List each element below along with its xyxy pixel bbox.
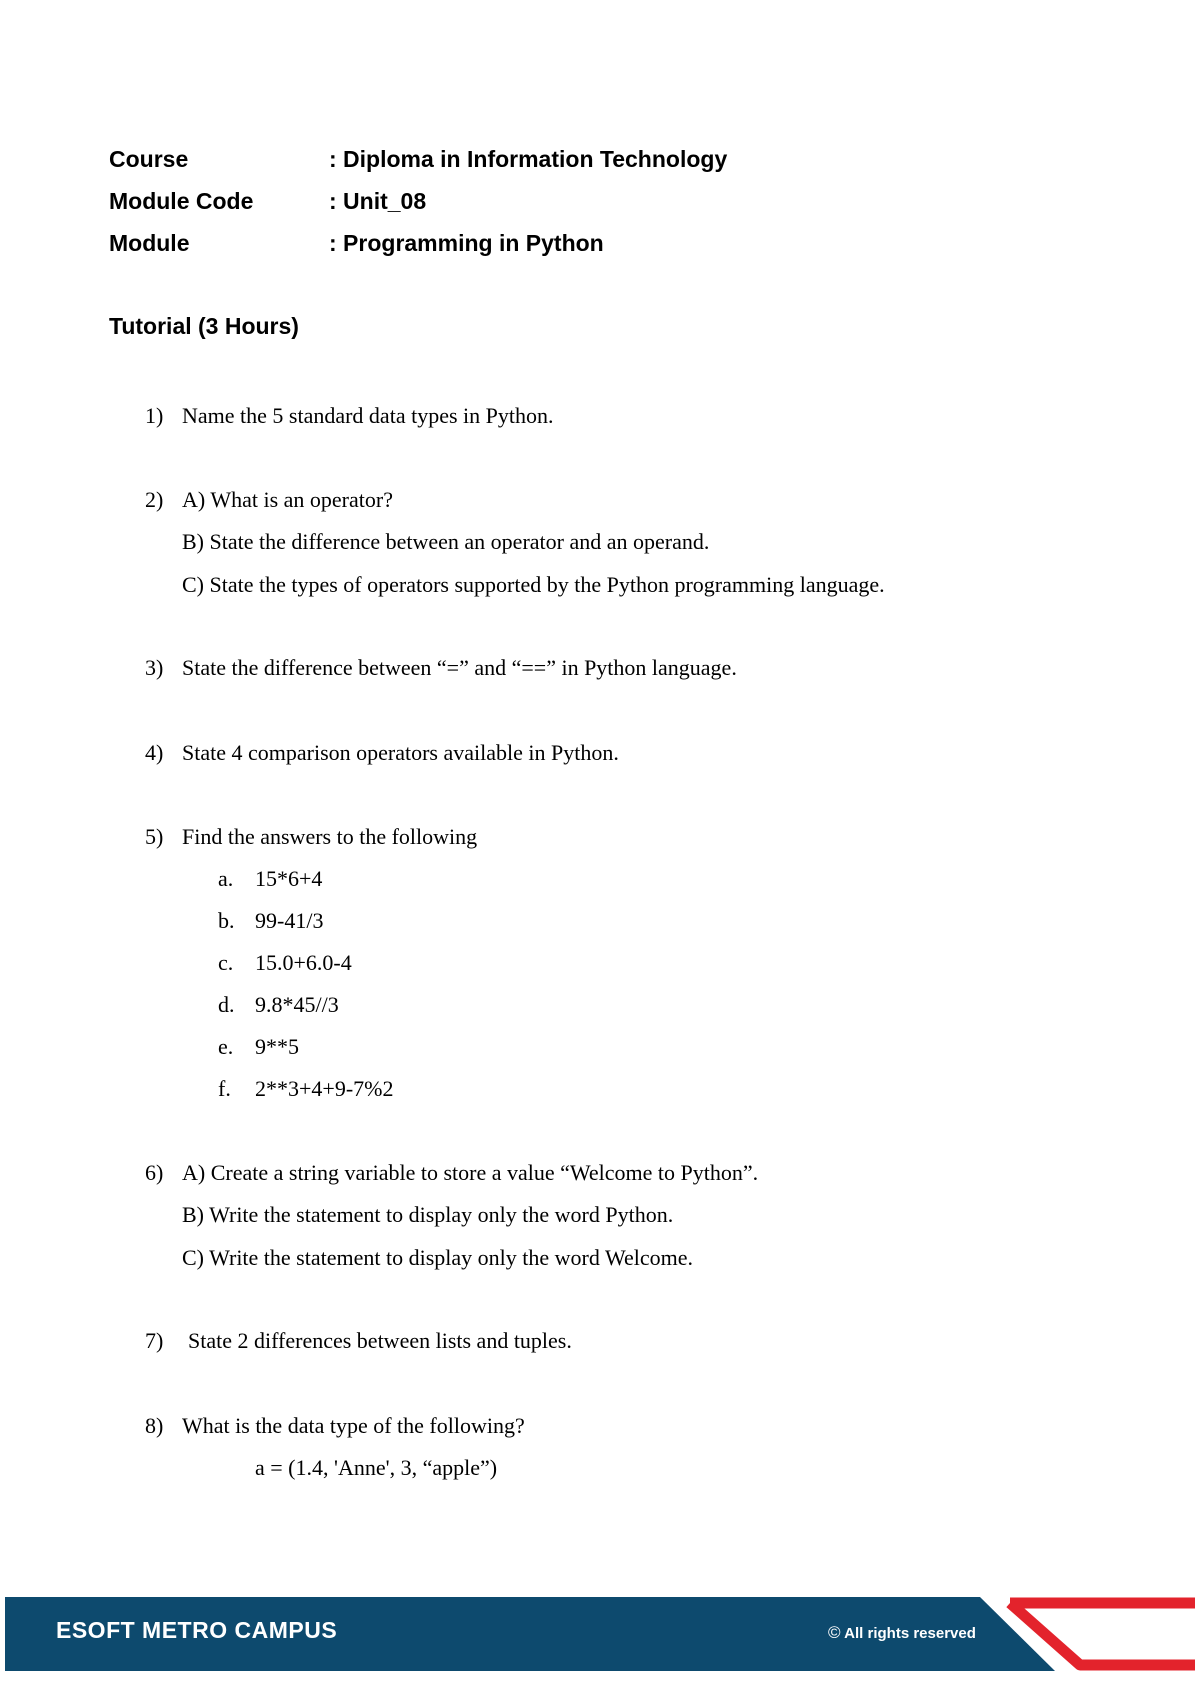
q5-item-label: b. [218,908,235,933]
q5-item-expr: 15*6+4 [255,866,323,891]
q5-item-expr: 2**3+4+9-7%2 [255,1076,394,1101]
q2-part-b: B) State the difference between an operator and an operand. [182,529,710,554]
q7-number: 7) [145,1328,164,1353]
module-code-label: Module Code [109,188,254,214]
q5-item-expr: 9**5 [255,1034,299,1059]
q6-number: 6) [145,1160,164,1185]
q5-item-label: c. [218,950,234,975]
q6-part-c: C) Write the statement to display only the word Welcome. [182,1245,693,1270]
q1-text: Name the 5 standard data types in Python. [182,403,554,428]
q2-number: 2) [145,487,164,512]
q3-number: 3) [145,655,164,680]
q1-number: 1) [145,403,164,428]
q3-text: State the difference between “=” and “==” in Python language. [182,655,737,680]
q7-text: State 2 differences between lists and tuples. [188,1328,572,1353]
footer-rights [828,1623,976,1643]
tutorial-title: Tutorial (3 Hours) [109,313,299,339]
module-value: : Programming in Python [329,230,604,256]
q2-part-a: A) What is an operator? [182,487,393,512]
q2-part-c: C) State the types of operators supported by the Python programming language. [182,572,885,597]
footer-bar [5,1597,1195,1671]
module-code-value: : Unit_08 [329,188,427,214]
course-label: Course [109,146,189,172]
footer-brand: ESOFT METRO CAMPUS [56,1617,338,1643]
q8-text: What is the data type of the following? [182,1413,525,1438]
footer-rights-text: All rights reserved [844,1625,976,1642]
q6-part-a: A) Create a string variable to store a value “Welcome to Python”. [182,1160,759,1185]
q5-item-expr: 9.8*45//3 [255,992,339,1017]
q6-part-b: B) Write the statement to display only the word Python. [182,1202,674,1227]
footer-decor [5,1597,1195,1671]
q8-code: a = (1.4, 'Anne', 3, “apple”) [255,1455,498,1480]
q5-item-expr: 99-41/3 [255,908,324,933]
module-label: Module [109,230,190,256]
q5-number: 5) [145,824,164,849]
q8-number: 8) [145,1413,164,1438]
q5-item-label: e. [218,1034,234,1059]
q5-item-label: a. [218,866,234,891]
q5-item-label: f. [218,1076,231,1101]
course-value: : Diploma in Information Technology [329,146,728,172]
q4-text: State 4 comparison operators available in Python. [182,740,619,765]
q5-item-label: d. [218,992,235,1017]
q5-item-expr: 15.0+6.0-4 [255,950,352,975]
q5-text: Find the answers to the following [182,824,478,849]
copyright-icon: © [828,1623,841,1642]
q4-number: 4) [145,740,164,765]
